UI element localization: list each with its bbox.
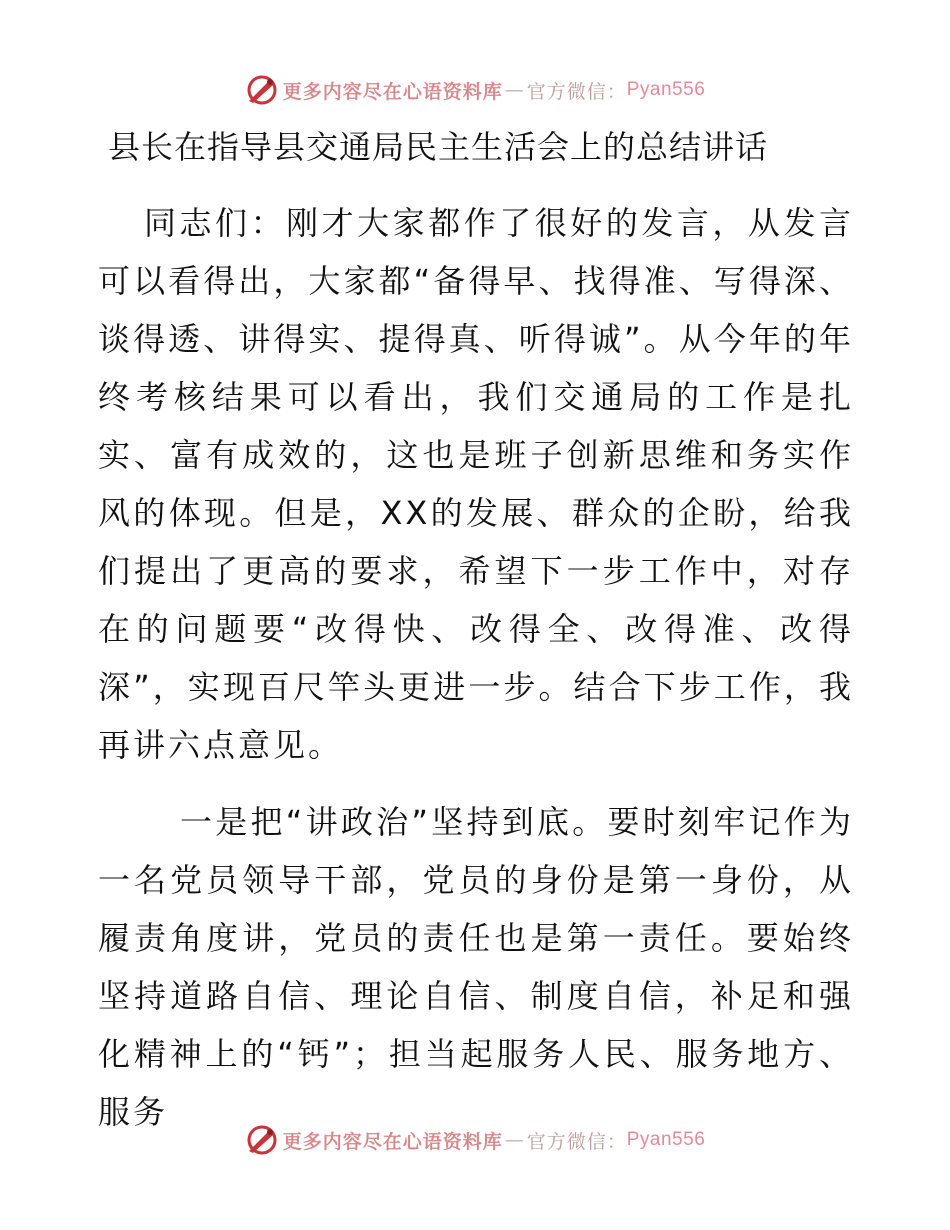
pen-circle-logo-icon	[245, 1123, 279, 1157]
paragraph-opening: 同志们：刚才大家都作了很好的发言，从发言可以看得出，大家都“备得早、找得准、写得深、谈得透、讲得实、提得真、听得诚”。从今年的年终考核结果可以看出，我们交通局的工作是扎实、富有成效的，这也是班子创新思维和务实作风的体现。但是，XX的发展、群众的企盼，给我们提出了更高的要求，希望下一步工作中，对存在的问题要“改得快、改得全、改得准、改得深”，实现百尺竿头更进一步。结合下步工作，我再讲六点意见。	[98, 204, 854, 764]
pen-circle-logo-icon	[245, 73, 279, 107]
banner-dash: —	[504, 79, 525, 101]
document-title: 县长在指导县交通局民主生活会上的总结讲话	[108, 128, 769, 166]
banner-wechat-id: Pyan556	[626, 79, 706, 100]
banner-dash: —	[504, 1129, 525, 1151]
footer-watermark-banner	[0, 1120, 950, 1160]
paragraph-point-one: 一是把“讲政治”坚持到底。要时刻牢记作为一名党员领导干部，党员的身份是第一身份，从履责角度讲，党员的责任也是第一责任。要始终坚持道路自信、理论自信、制度自信，补足和强化精神上的“钙”；担当起服务人民、服务地方、服务	[98, 803, 854, 1131]
header-watermark-banner	[0, 70, 950, 110]
banner-wechat-id: Pyan556	[626, 1129, 706, 1150]
banner-text: 更多内容尽在心语资料库	[282, 80, 503, 103]
banner-text: 更多内容尽在心语资料库	[282, 1130, 503, 1153]
banner-wechat-label: 官方微信：	[526, 80, 627, 103]
banner-wechat-label: 官方微信：	[526, 1130, 627, 1153]
